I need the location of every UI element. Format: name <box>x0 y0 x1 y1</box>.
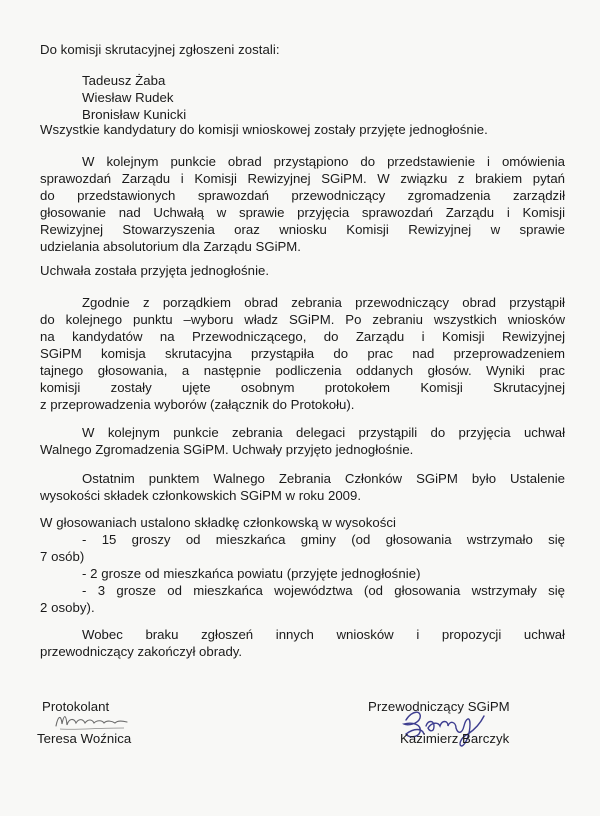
fee-item-line: - 15 groszy od mieszkańca gminy (od głosowania wstrzymało się <box>82 532 565 547</box>
candidates-note: Wszystkie kandydatury do komisji wnioskowej zostały przyjęte jednogłośnie. <box>40 122 488 137</box>
paragraph1-line: do przedstawionych sprawozdań przewodniczący zgromadzenia zarządził <box>40 188 565 203</box>
fees-intro: W głosowaniach ustalono składkę członkowską w wysokości <box>40 515 397 530</box>
fee-item-line: 2 osoby). <box>40 600 95 615</box>
paragraph1-line: W kolejnym punkcie obrad przystąpiono do przedstawienie i omówienia <box>82 154 565 169</box>
paragraph1-line: Rewizyjnej Stowarzyszenia oraz wniosku Komisji Rewizyjnej w sprawie <box>40 222 565 237</box>
right-signatory-name: Kazimierz Barczyk <box>400 731 510 746</box>
paragraph4-line: wysokości składek członkowskich SGiPM w roku 2009. <box>40 488 362 503</box>
left-signatory-name: Teresa Woźnica <box>37 731 132 746</box>
candidate-1: Tadeusz Żaba <box>82 73 166 88</box>
paragraph1-line: głosowanie nad Uchwałą w sprawie przyjęcia sprawozdań Zarządu i Komisji <box>40 205 565 220</box>
paragraph2-line: na kandydatów na Przewodniczącego, do Zarządu i Komisji Rewizyjnej <box>40 329 565 344</box>
resolution-note: Uchwała została przyjęta jednogłośnie. <box>40 263 270 278</box>
paragraph1-line: udzielania absolutorium dla Zarządu SGiPM. <box>40 239 301 254</box>
right-signatory-role: Przewodniczący SGiPM <box>368 699 510 714</box>
fee-item-line: 7 osób) <box>40 549 85 564</box>
fee-item-line: - 2 grosze od mieszkańca powiatu (przyjęte jednogłośnie) <box>82 566 421 581</box>
paragraph3-line: W kolejnym punkcie zebrania delegaci przystąpili do przyjęcia uchwał <box>82 425 565 440</box>
intro-heading: Do komisji skrutacyjnej zgłoszeni zostali: <box>40 42 280 57</box>
closing-line: Wobec braku zgłoszeń innych wniosków i propozycji uchwał <box>82 627 565 642</box>
candidate-2: Wiesław Rudek <box>82 90 174 105</box>
paragraph1-line: sprawozdań Zarządu i Komisji Rewizyjnej SGiPM. W związku z brakiem pytań <box>40 171 565 186</box>
closing-line: przewodniczący zakończył obrady. <box>40 644 243 659</box>
paragraph2-line: tajnego głosowania, a następnie podliczenia oddanych głosów. Wyniki prac <box>40 363 565 378</box>
paragraph2-line: komisji zostały ujęte osobnym protokołem Komisji Skrutacyjnej <box>40 380 565 395</box>
candidate-3: Bronisław Kunicki <box>82 107 187 122</box>
paragraph2-line: z przeprowadzenia wyborów (załącznik do Protokołu). <box>40 397 355 412</box>
paragraph2-line: Zgodnie z porządkiem obrad zebrania przewodniczący obrad przystąpił <box>82 295 565 310</box>
left-signatory-role: Protokolant <box>42 699 110 714</box>
paragraph2-line: SGiPM komisja skrutacyjna przystąpiła do prac nad przeprowadzeniem <box>40 346 565 361</box>
paragraph3-line: Walnego Zgromadzenia SGiPM. Uchwały przyjęto jednogłośnie. <box>40 442 414 457</box>
paragraph2-line: do kolejnego punktu –wyboru władz SGiPM. Po zebraniu wszystkich wniosków <box>40 312 565 327</box>
paragraph4-line: Ostatnim punktem Walnego Zebrania Członków SGiPM było Ustalenie <box>82 471 565 486</box>
fee-item-line: - 3 grosze od mieszkańca województwa (od głosowania wstrzymały się <box>82 583 565 598</box>
